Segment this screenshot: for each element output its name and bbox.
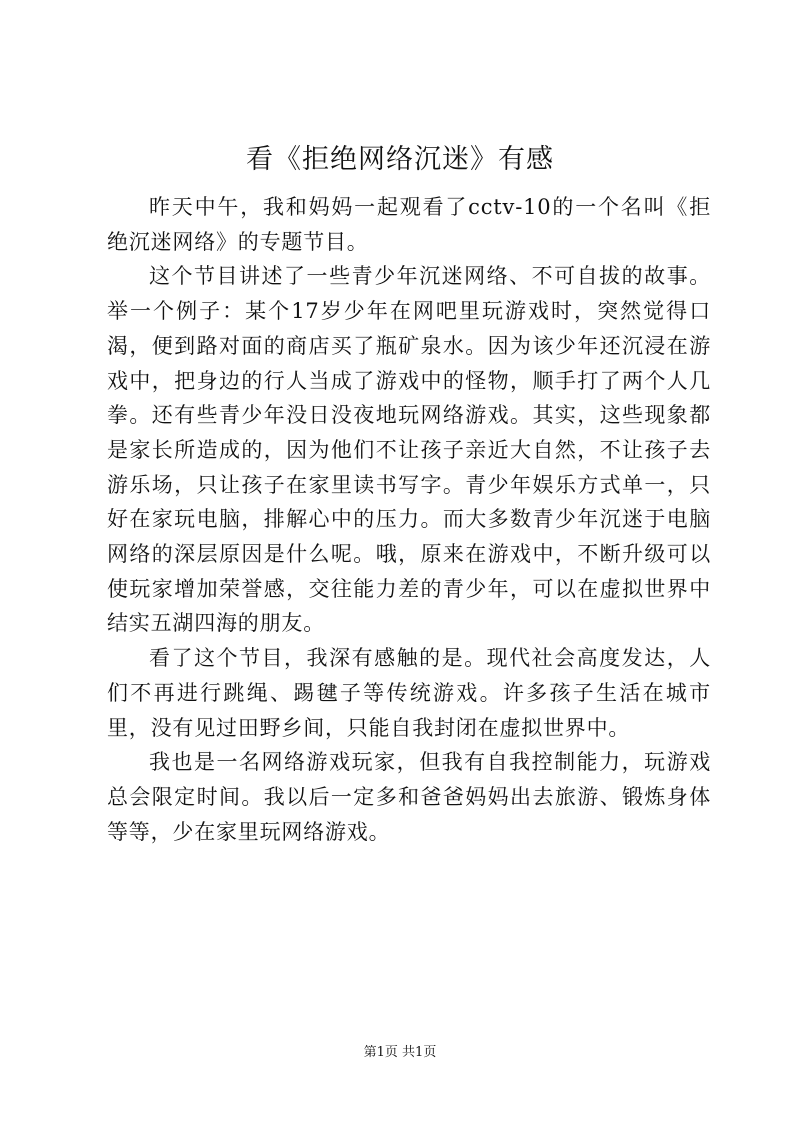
- paragraph-4: 我也是一名网络游戏玩家，但我有自我控制能力，玩游戏总会限定时间。我以后一定多和爸爸妈妈出去旅游、锻炼身体等等，少在家里玩网络游戏。: [107, 750, 711, 844]
- paragraph-1: 昨天中午，我和妈妈一起观看了cctv-10的一个名叫《拒绝沉迷网络》的专题节目。: [107, 195, 711, 254]
- paragraph-2: 这个节目讲述了一些青少年沉迷网络、不可自拔的故事。举一个例子：某个17岁少年在网吧里玩游戏时，突然觉得口渴，便到路对面的商店买了瓶矿泉水。因为该少年还沉浸在游戏中，把身边的行人当成了游戏中的怪物，顺手打了两个人几拳。还有些青少年没日没夜地玩网络游戏。其实，这些现象都是家长所造成的，因为他们不让孩子亲近大自然，不让孩子去游乐场，只让孩子在家里读书写字。青少年娱乐方式单一，只好在家玩电脑，排解心中的压力。而大多数青少年沉迷于电脑网络的深层原因是什么呢。哦，原来在游戏中，不断升级可以使玩家增加荣誉感，交往能力差的青少年，可以在虚拟世界中结实五湖四海的朋友。: [107, 264, 711, 636]
- paragraph-3: 看了这个节目，我深有感触的是。现代社会高度发达，人们不再进行跳绳、踢毽子等传统游戏。许多孩子生活在城市里，没有见过田野乡间，只能自我封闭在虚拟世界中。: [107, 646, 711, 740]
- document-body: [107, 190, 711, 849]
- document-title: 看《拒绝网络沉迷》有感: [246, 144, 554, 175]
- page-footer: 第1页 共1页: [363, 1045, 437, 1060]
